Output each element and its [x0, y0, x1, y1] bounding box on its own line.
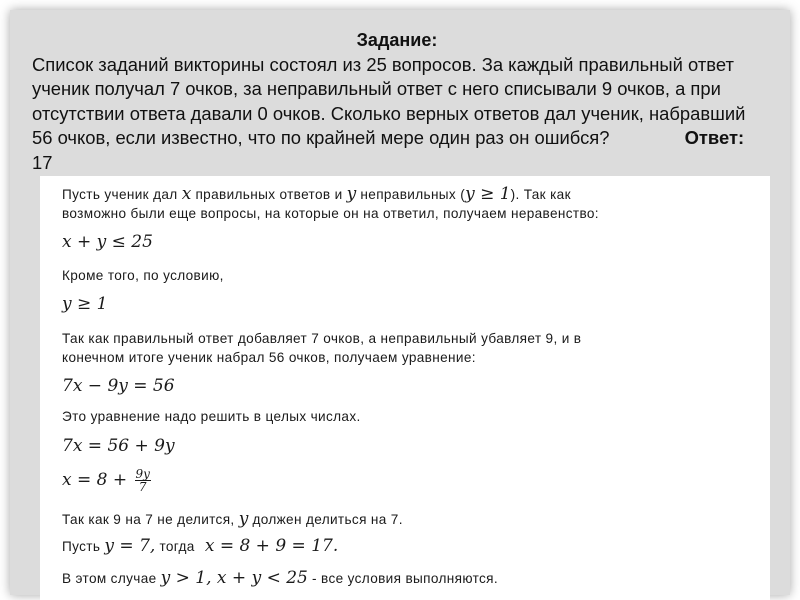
text: Пусть: [62, 539, 101, 554]
solution-line-8: [62, 536, 338, 556]
equation-left: x = 8 +: [62, 470, 128, 490]
answer-value: 17: [32, 151, 53, 173]
fraction-denominator: 7: [138, 480, 147, 494]
equation-rearranged: 7x = 56 + 9y: [62, 436, 175, 456]
solution-line-2: возможно были еще вопросы, на которые он на ответил, получаем неравенство:: [62, 206, 599, 221]
equation-y: y = 7,: [104, 536, 156, 556]
text: - все условия выполняются.: [312, 571, 498, 586]
text: ). Так как: [510, 187, 571, 202]
equation-condition: y ≥ 1: [62, 294, 108, 314]
solution-line-5: конечном итоге ученик набрал 56 очков, получаем уравнение:: [62, 350, 476, 365]
text: должен делиться на 7.: [252, 512, 403, 527]
solution-line-7: [62, 509, 403, 529]
text: тогда: [159, 539, 195, 554]
text: Так как 9 на 7 не делится,: [62, 512, 235, 527]
solution-line-4: Так как правильный ответ добавляет 7 очков, а неправильный убавляет 9, и в: [62, 331, 582, 346]
solution-line-1: [62, 184, 571, 204]
text: неправильных (: [360, 187, 466, 202]
fraction: [135, 468, 151, 493]
text: Пусть ученик дал: [62, 187, 178, 202]
solution-line-9: [62, 568, 498, 588]
task-text: Список заданий викторины состоял из 25 вопросов. За каждый правильный ответ ученик получал 7 очков, за неправильный ответ с него списывали 9 очков, а при отсутствии ответа давали 0 очков. Сколько верных ответов дал ученик, набравший 56 очков, если известно, что по крайней мере один раз он ошибся?: [32, 53, 746, 149]
equation-x: x = 8 + 9 = 17.: [204, 536, 339, 556]
fraction-numerator: 9y: [135, 467, 150, 481]
text: В этом случае: [62, 571, 157, 586]
equation-fraction: [62, 468, 151, 493]
solution-panel: [40, 176, 770, 600]
task-block: [32, 28, 762, 176]
equation-inequality: x + y ≤ 25: [62, 232, 153, 252]
equation-check: y > 1, x + y < 25: [160, 568, 308, 588]
var-y: y: [238, 509, 249, 529]
var-x: x: [181, 184, 192, 204]
equation-main: 7x − 9y = 56: [62, 376, 175, 396]
answer-label: Ответ:: [684, 127, 745, 149]
text: правильных ответов и: [195, 187, 343, 202]
solution-line-3: Кроме того, по условию,: [62, 268, 224, 283]
condition: y ≥ 1: [465, 184, 511, 204]
solution-line-6: Это уравнение надо решить в целых числах.: [62, 409, 361, 424]
task-title: Задание:: [356, 30, 438, 50]
var-y: y: [346, 184, 357, 204]
